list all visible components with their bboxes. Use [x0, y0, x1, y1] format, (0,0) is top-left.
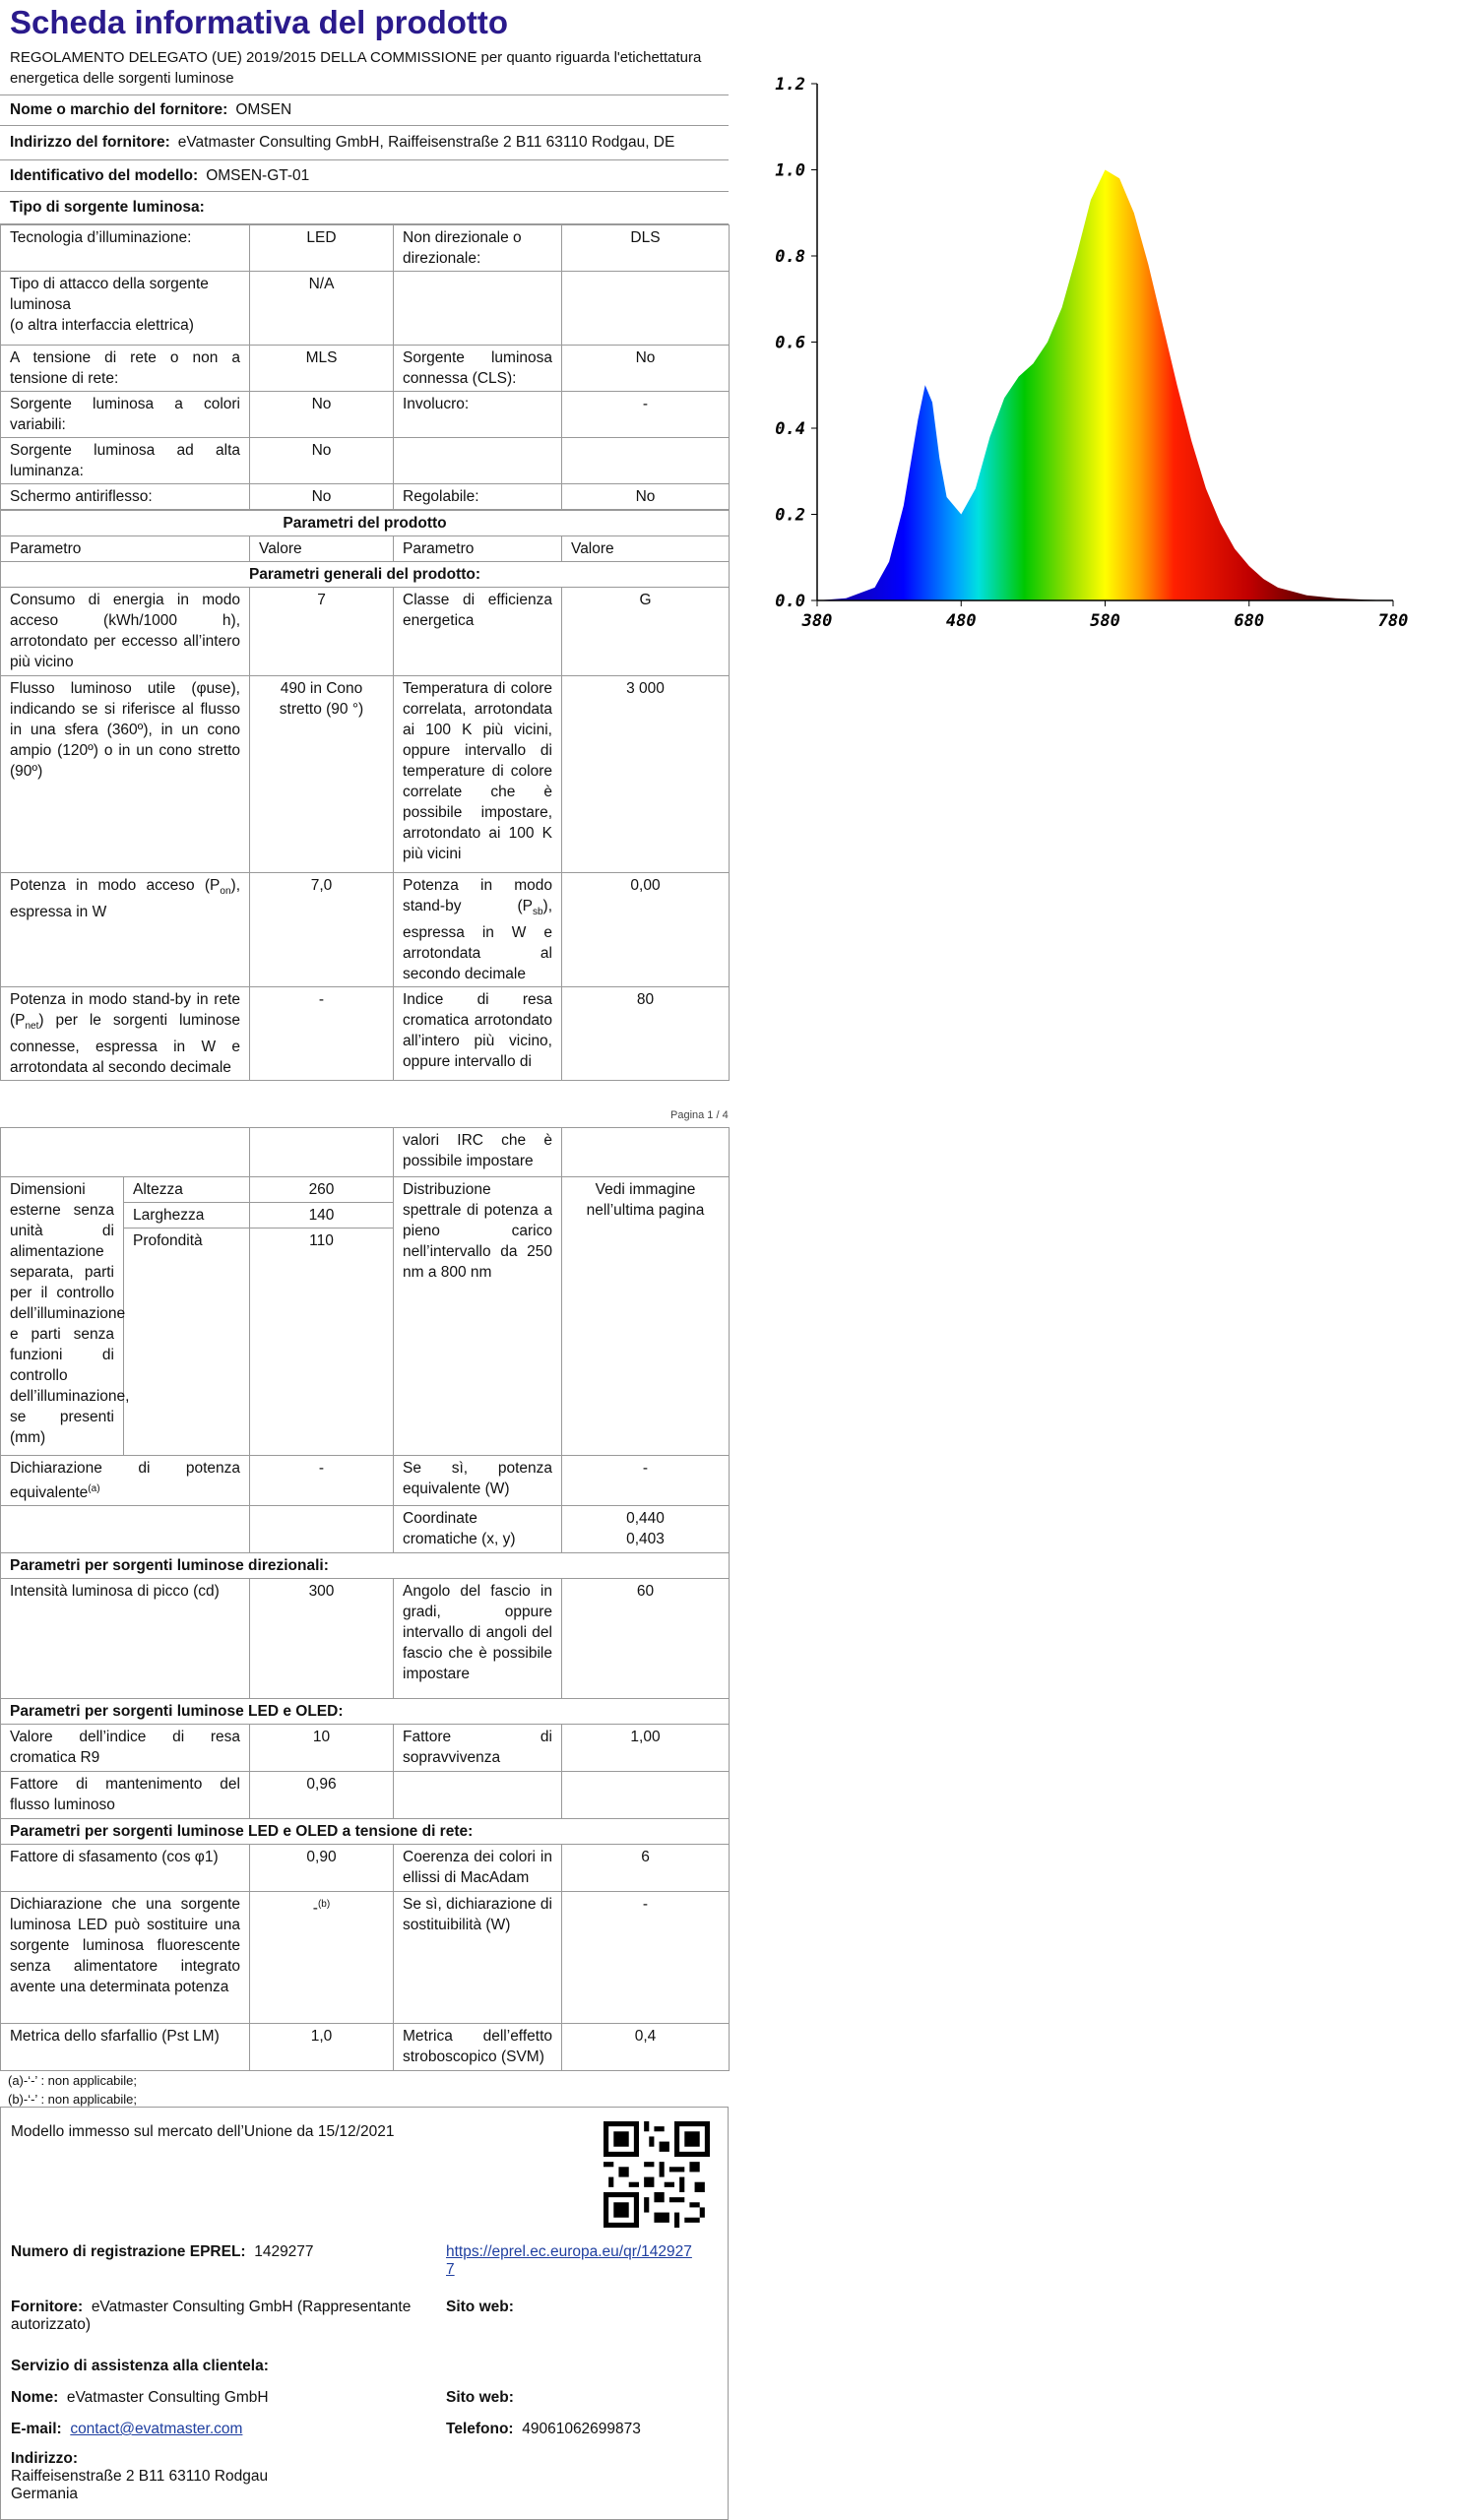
- name-row: [11, 2389, 269, 2407]
- params-title: Parametri del prodotto: [1, 511, 730, 536]
- supplier-row: [0, 95, 729, 126]
- cell: No: [250, 484, 394, 510]
- cell: Indice di resa cromatica arrotondato all’intero più vicino, oppure intervallo di: [394, 987, 562, 1081]
- pnet-sub: net: [25, 1021, 39, 1033]
- eprel-value: 1429277: [254, 2243, 314, 2260]
- cell: Classe di efficienza energetica: [394, 588, 562, 676]
- params-table-cont: [0, 1127, 730, 2071]
- x-tick-label: 480: [945, 611, 977, 631]
- eprel-link[interactable]: https://eprel.ec.europa.eu/qr/1429277: [446, 2243, 692, 2278]
- cell: valori IRC che è possibile impostare: [394, 1128, 562, 1177]
- hdr-value: Valore: [562, 536, 730, 562]
- psb-label-2: ), espressa in W e arrotondata al secondo decimale: [403, 898, 552, 983]
- repl-value: -: [312, 1900, 318, 1918]
- y-tick-label: 1.0: [775, 160, 805, 181]
- cell: 260: [250, 1177, 394, 1203]
- cell: Fattore di mantenimento del flusso luminoso: [1, 1772, 250, 1819]
- cell: 300: [250, 1579, 394, 1699]
- cell: [250, 1892, 394, 2024]
- hdr-value: Valore: [250, 536, 394, 562]
- repl-sup: (b): [317, 1899, 331, 1911]
- pon-sub: on: [220, 886, 231, 898]
- x-tick-label: 580: [1090, 611, 1120, 631]
- y-tick-label: 0.8: [775, 247, 805, 267]
- cell: Se sì, potenza equivalente (W): [394, 1456, 562, 1506]
- forn-value: eVatmaster Consulting GmbH (Rappresentante autorizzato): [11, 2299, 412, 2333]
- cell: LED: [250, 225, 394, 272]
- cell: 0,4: [562, 2024, 730, 2071]
- y-tick-label: 0.0: [775, 592, 805, 611]
- cell: 7,0: [250, 873, 394, 987]
- cell: [250, 1128, 394, 1177]
- model-row: [0, 160, 729, 192]
- address-label: Indirizzo del fornitore:: [10, 134, 170, 151]
- cell: [1, 1128, 250, 1177]
- cell: [562, 1772, 730, 1819]
- hdr-param: Parametro: [1, 536, 250, 562]
- eprel-link-wrap: [446, 2243, 692, 2279]
- cell: No: [250, 392, 394, 438]
- cell: 0,96: [250, 1772, 394, 1819]
- cell: -: [562, 392, 730, 438]
- cell: Temperatura di colore correlata, arrotondata ai 100 K più vicini, oppure intervallo di temperature di colore correlate che è possibile impostare, arrotondato ai 100 K più vicini: [394, 676, 562, 873]
- cell: Metrica dello sfarfallio (Pst LM): [1, 2024, 250, 2071]
- cell: Vedi immagine nell’ultima pagina: [562, 1177, 730, 1456]
- site2-label: Sito web:: [446, 2389, 514, 2406]
- cell: No: [562, 484, 730, 510]
- website2-label: [446, 2389, 514, 2407]
- cell: [1, 272, 250, 346]
- email-row: [11, 2421, 242, 2438]
- cell: [1, 1456, 250, 1506]
- tel-value: 49061062699873: [522, 2421, 641, 2437]
- cell: [394, 1772, 562, 1819]
- supplier-value: OMSEN: [235, 101, 292, 118]
- addr-line2: Germania: [11, 2486, 79, 2502]
- supplier-label: Nome o marchio del fornitore:: [10, 101, 228, 118]
- cell: A tensione di rete o non a tensione di rete:: [1, 346, 250, 392]
- cell: 0,00: [562, 873, 730, 987]
- cell: N/A: [250, 272, 394, 346]
- cell: Se sì, dichiarazione di sostituibilità (W): [394, 1892, 562, 2024]
- cell: DLS: [562, 225, 730, 272]
- supplier-row: [11, 2299, 434, 2334]
- cell: -: [250, 1456, 394, 1506]
- cap-label: Tipo di attacco della sorgente luminosa: [10, 276, 209, 313]
- cell: [1, 873, 250, 987]
- pon-label-2: ), espressa in W: [10, 877, 240, 921]
- pon-label: Potenza in modo acceso (P: [10, 877, 221, 894]
- y-tick-label: 0.4: [775, 419, 805, 439]
- cell: [562, 1128, 730, 1177]
- page-number: Pagina 1 / 4: [670, 1109, 729, 1121]
- cell: 110: [250, 1228, 394, 1456]
- market-date: Modello immesso sul mercato dell’Unione da 15/12/2021: [11, 2123, 395, 2140]
- email-link[interactable]: contact@evatmaster.com: [70, 2421, 243, 2437]
- source-type-table: [0, 224, 730, 510]
- y-tick-label: 0.6: [775, 333, 805, 353]
- cell: 10: [250, 1725, 394, 1772]
- model-value: OMSEN-GT-01: [206, 166, 310, 184]
- hdr-param: Parametro: [394, 536, 562, 562]
- cell: Profondità: [124, 1228, 250, 1456]
- psb-sub: sb: [532, 907, 543, 918]
- cell: [562, 272, 730, 346]
- general-title: Parametri generali del prodotto:: [1, 562, 730, 588]
- cell: Dichiarazione che una sorgente luminosa LED può sostituire una sorgente luminosa fluorescente senza alimentatore integrato avente una determinata potenza: [1, 1892, 250, 2024]
- service-title: [11, 2358, 269, 2375]
- footnote-b: (b)‐‘‐’ : non applicabile;: [8, 2092, 138, 2108]
- model-label: Identificativo del modello:: [10, 166, 199, 184]
- cell: 490 in Cono stretto (90 °): [250, 676, 394, 873]
- y-tick-label: 0.2: [775, 505, 805, 526]
- cell: [562, 1506, 730, 1553]
- cell: MLS: [250, 346, 394, 392]
- cell: Sorgente luminosa connessa (CLS):: [394, 346, 562, 392]
- address-value: eVatmaster Consulting GmbH, Raiffeisenstraße 2 B11 63110 Rodgau, DE: [177, 134, 675, 151]
- page-title: Scheda informativa del prodotto: [10, 4, 509, 40]
- eq-label: Dichiarazione di potenza equivalente: [10, 1460, 240, 1502]
- dir-title: Parametri per sorgenti luminose direzionali:: [1, 1553, 730, 1579]
- cell: Regolabile:: [394, 484, 562, 510]
- cell: Altezza: [124, 1177, 250, 1203]
- cell: Fattore di sopravvivenza: [394, 1725, 562, 1772]
- cell: Intensità luminosa di picco (cd): [1, 1579, 250, 1699]
- cell: Metrica dell’effetto stroboscopico (SVM): [394, 2024, 562, 2071]
- cell: 60: [562, 1579, 730, 1699]
- spectrum-area: [817, 170, 1393, 601]
- cell: 7: [250, 588, 394, 676]
- cell: Larghezza: [124, 1203, 250, 1228]
- cell: Schermo antiriflesso:: [1, 484, 250, 510]
- cell: [394, 873, 562, 987]
- cell: [1, 1506, 250, 1553]
- mail-label: E-mail:: [11, 2421, 62, 2437]
- address-block: [11, 2450, 268, 2503]
- cell: -: [250, 987, 394, 1081]
- cell: 3 000: [562, 676, 730, 873]
- addr-line1: Raiffeisenstraße 2 B11 63110 Rodgau: [11, 2468, 269, 2485]
- footnote-a: (a)‐‘‐’ : non applicabile;: [8, 2073, 138, 2089]
- cell: 140: [250, 1203, 394, 1228]
- cell: Valore dell’indice di resa cromatica R9: [1, 1725, 250, 1772]
- cell: 0,90: [250, 1845, 394, 1892]
- name-value: eVatmaster Consulting GmbH: [66, 2389, 269, 2406]
- pnet-label: Potenza in modo stand-by in rete (P: [10, 991, 240, 1030]
- pnet-label-2: ) per le sorgenti luminose connesse, espressa in W e arrotondata al secondo decimale: [10, 1012, 240, 1077]
- cell: Non direzionale o direzionale:: [394, 225, 562, 272]
- cell: [394, 438, 562, 484]
- cell: Sorgente luminosa a colori variabili:: [1, 392, 250, 438]
- y-tick-label: 1.2: [775, 75, 805, 94]
- address-row: [0, 126, 729, 160]
- params-table: [0, 510, 730, 1081]
- name-label: Nome:: [11, 2389, 59, 2406]
- eprel-row: [11, 2243, 314, 2261]
- cell: Angolo del fascio in gradi, oppure intervallo di angoli del fascio che è possibile impostare: [394, 1579, 562, 1699]
- product-sheet-page-2: [0, 1127, 729, 2109]
- cell: 1,00: [562, 1725, 730, 1772]
- cap-label-2: (o altra interfaccia elettrica): [10, 317, 194, 334]
- cell: -: [562, 1456, 730, 1506]
- site-label: Sito web:: [446, 2299, 514, 2315]
- x-tick-label: 780: [1377, 611, 1409, 631]
- service-label: Servizio di assistenza alla clientela:: [11, 2358, 269, 2374]
- spectral-distribution-chart: [748, 59, 1462, 660]
- cell: Involucro:: [394, 392, 562, 438]
- cell: Dimensioni esterne senza unità di alimentazione separata, parti per il controllo dell’illuminazione e parti senza funzioni di controllo dell’illuminazione, se presenti (mm): [1, 1177, 124, 1456]
- regulation-text: REGOLAMENTO DELEGATO (UE) 2019/2015 DELLA COMMISSIONE per quanto riguarda l'etichettatura energetica delle sorgenti luminose: [0, 41, 729, 95]
- cell: No: [250, 438, 394, 484]
- qr-code-icon: [604, 2121, 710, 2228]
- cell: Consumo di energia in modo acceso (kWh/1000 h), arrotondato per eccesso all’intero più vicino: [1, 588, 250, 676]
- cell: -: [562, 1892, 730, 2024]
- cell: [1, 987, 250, 1081]
- cell: 6: [562, 1845, 730, 1892]
- eprel-info-box: [0, 2107, 729, 2520]
- cell: Tecnologia d’illuminazione:: [1, 225, 250, 272]
- cell: No: [562, 346, 730, 392]
- cell: [394, 272, 562, 346]
- xy-x: 0,440: [626, 1510, 665, 1528]
- cell: [562, 438, 730, 484]
- x-tick-label: 680: [1234, 611, 1265, 631]
- source-type-row: [0, 192, 729, 224]
- cell: G: [562, 588, 730, 676]
- cell: Distribuzione spettrale di potenza a pieno carico nell’intervallo da 250 nm a 800 nm: [394, 1177, 562, 1456]
- eprel-label: Numero di registrazione EPREL:: [11, 2243, 246, 2260]
- eq-sup: (a): [88, 1483, 100, 1494]
- mains-title: Parametri per sorgenti luminose LED e OLED a tensione di rete:: [1, 1819, 730, 1845]
- x-tick-label: 380: [801, 611, 833, 631]
- cell: Coerenza dei colori in ellissi di MacAdam: [394, 1845, 562, 1892]
- cell: Coordinate cromatiche (x, y): [394, 1506, 562, 1553]
- cell: Fattore di sfasamento (cos φ1): [1, 1845, 250, 1892]
- xy-y: 0,403: [626, 1531, 665, 1548]
- cell: [250, 1506, 394, 1553]
- cell: Sorgente luminosa ad alta luminanza:: [1, 438, 250, 484]
- tel-label: Telefono:: [446, 2421, 514, 2437]
- addr-label: Indirizzo:: [11, 2450, 79, 2467]
- product-sheet: [0, 0, 729, 1081]
- cell: 80: [562, 987, 730, 1081]
- cell: 1,0: [250, 2024, 394, 2071]
- psb-label: Potenza in modo stand-by (P: [403, 877, 552, 914]
- source-type-label: Tipo di sorgente luminosa:: [10, 199, 205, 216]
- led-title: Parametri per sorgenti luminose LED e OLED:: [1, 1699, 730, 1725]
- forn-label: Fornitore:: [11, 2299, 84, 2315]
- website-label: [446, 2299, 514, 2316]
- cell: Flusso luminoso utile (φuse), indicando se si riferisce al flusso in una sfera (360º), in un cono ampio (120º) o in un cono stretto (90º): [1, 676, 250, 873]
- phone-row: [446, 2421, 641, 2438]
